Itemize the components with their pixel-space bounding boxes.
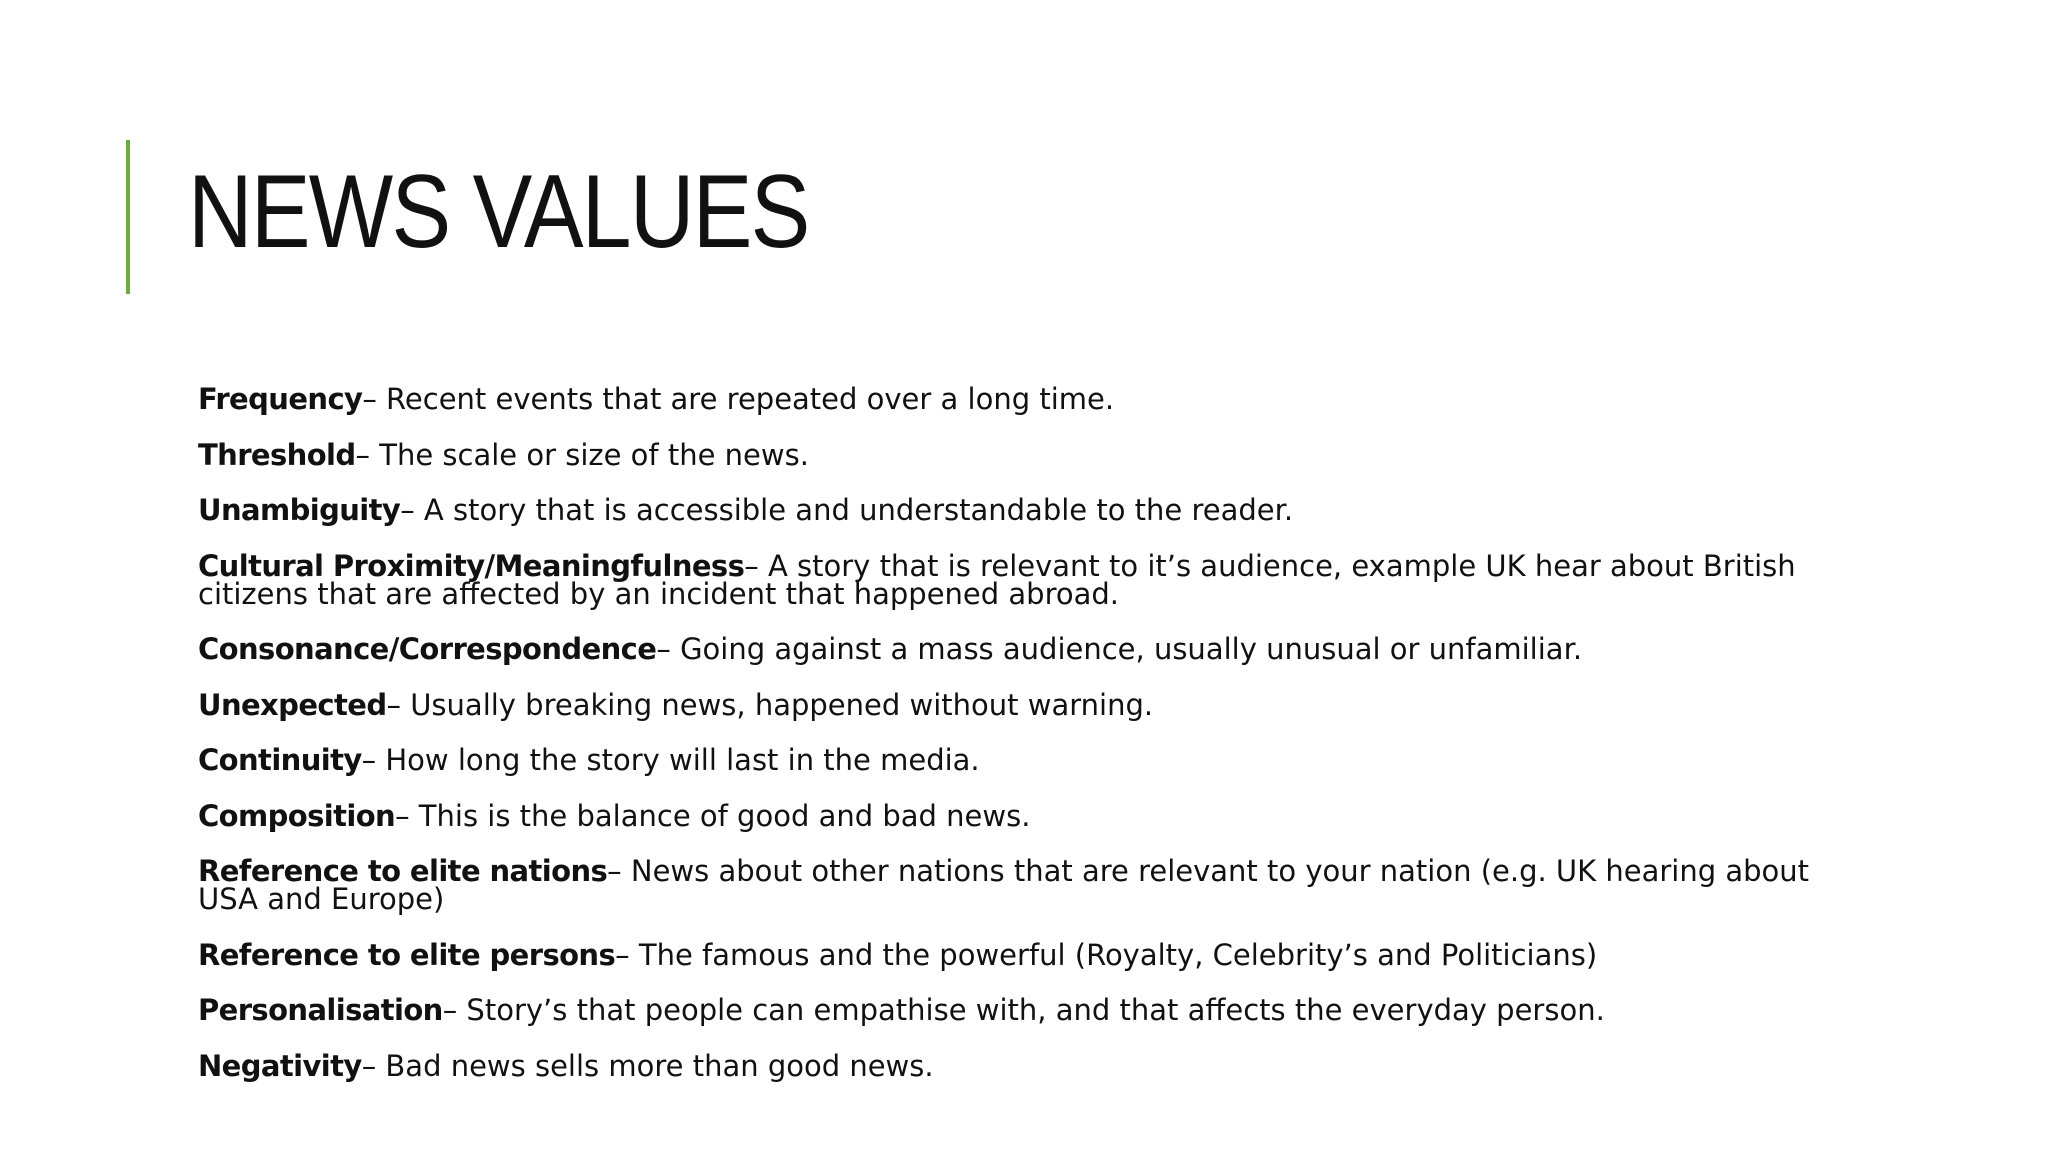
item-description: – News about other nations that are relevant to your nation (e.g. UK hearing about USA and Europe) [198, 854, 1810, 916]
list-item [198, 687, 1818, 722]
item-description: – How long the story will last in the media. [361, 743, 980, 777]
item-term: Reference to elite persons [198, 937, 616, 972]
list-item [198, 993, 1818, 1027]
list-item [198, 1048, 1818, 1083]
item-description: – The famous and the powerful (Royalty, Celebrity’s and Politicians) [615, 937, 1598, 972]
list-item [198, 437, 1818, 472]
item-description: – Story’s that people can empathise with, and that affects the everyday person. [442, 993, 1605, 1027]
list-item [198, 493, 1818, 527]
list-item [198, 548, 1818, 611]
item-term: Cultural Proximity/Meaningfulness [198, 548, 745, 583]
item-term: Unambiguity [198, 493, 401, 527]
item-term: Composition [198, 798, 396, 833]
list-item [198, 382, 1818, 416]
list-item [198, 937, 1818, 972]
item-term: Consonance/Correspondence [198, 632, 657, 666]
item-term: Reference to elite nations [198, 854, 608, 888]
title-accent-bar [126, 140, 130, 294]
item-description: – The scale or size of the news. [355, 437, 809, 472]
item-description: – This is the balance of good and bad news. [395, 798, 1031, 833]
item-term: Personalisation [198, 993, 443, 1027]
item-term: Threshold [198, 437, 356, 472]
item-term: Frequency [198, 382, 363, 416]
item-description: – Going against a mass audience, usually unusual or unfamiliar. [656, 632, 1583, 666]
slide-title: NEWS VALUES [188, 154, 809, 270]
item-description: – Bad news sells more than good news. [361, 1048, 934, 1083]
item-description: – Recent events that are repeated over a long time. [362, 382, 1115, 416]
item-term: Continuity [198, 743, 362, 777]
news-values-list [198, 382, 1818, 1107]
item-description: – A story that is relevant to it’s audience, example UK hear about British citizens that are affected by an incident that happened abroad. [198, 548, 1796, 611]
item-description: – A story that is accessible and understandable to the reader. [400, 493, 1294, 527]
list-item [198, 743, 1818, 777]
item-term: Unexpected [198, 687, 387, 722]
item-description: – Usually breaking news, happened without warning. [386, 687, 1154, 722]
item-term: Negativity [198, 1048, 362, 1083]
list-item [198, 854, 1818, 916]
list-item [198, 632, 1818, 666]
list-item [198, 798, 1818, 833]
